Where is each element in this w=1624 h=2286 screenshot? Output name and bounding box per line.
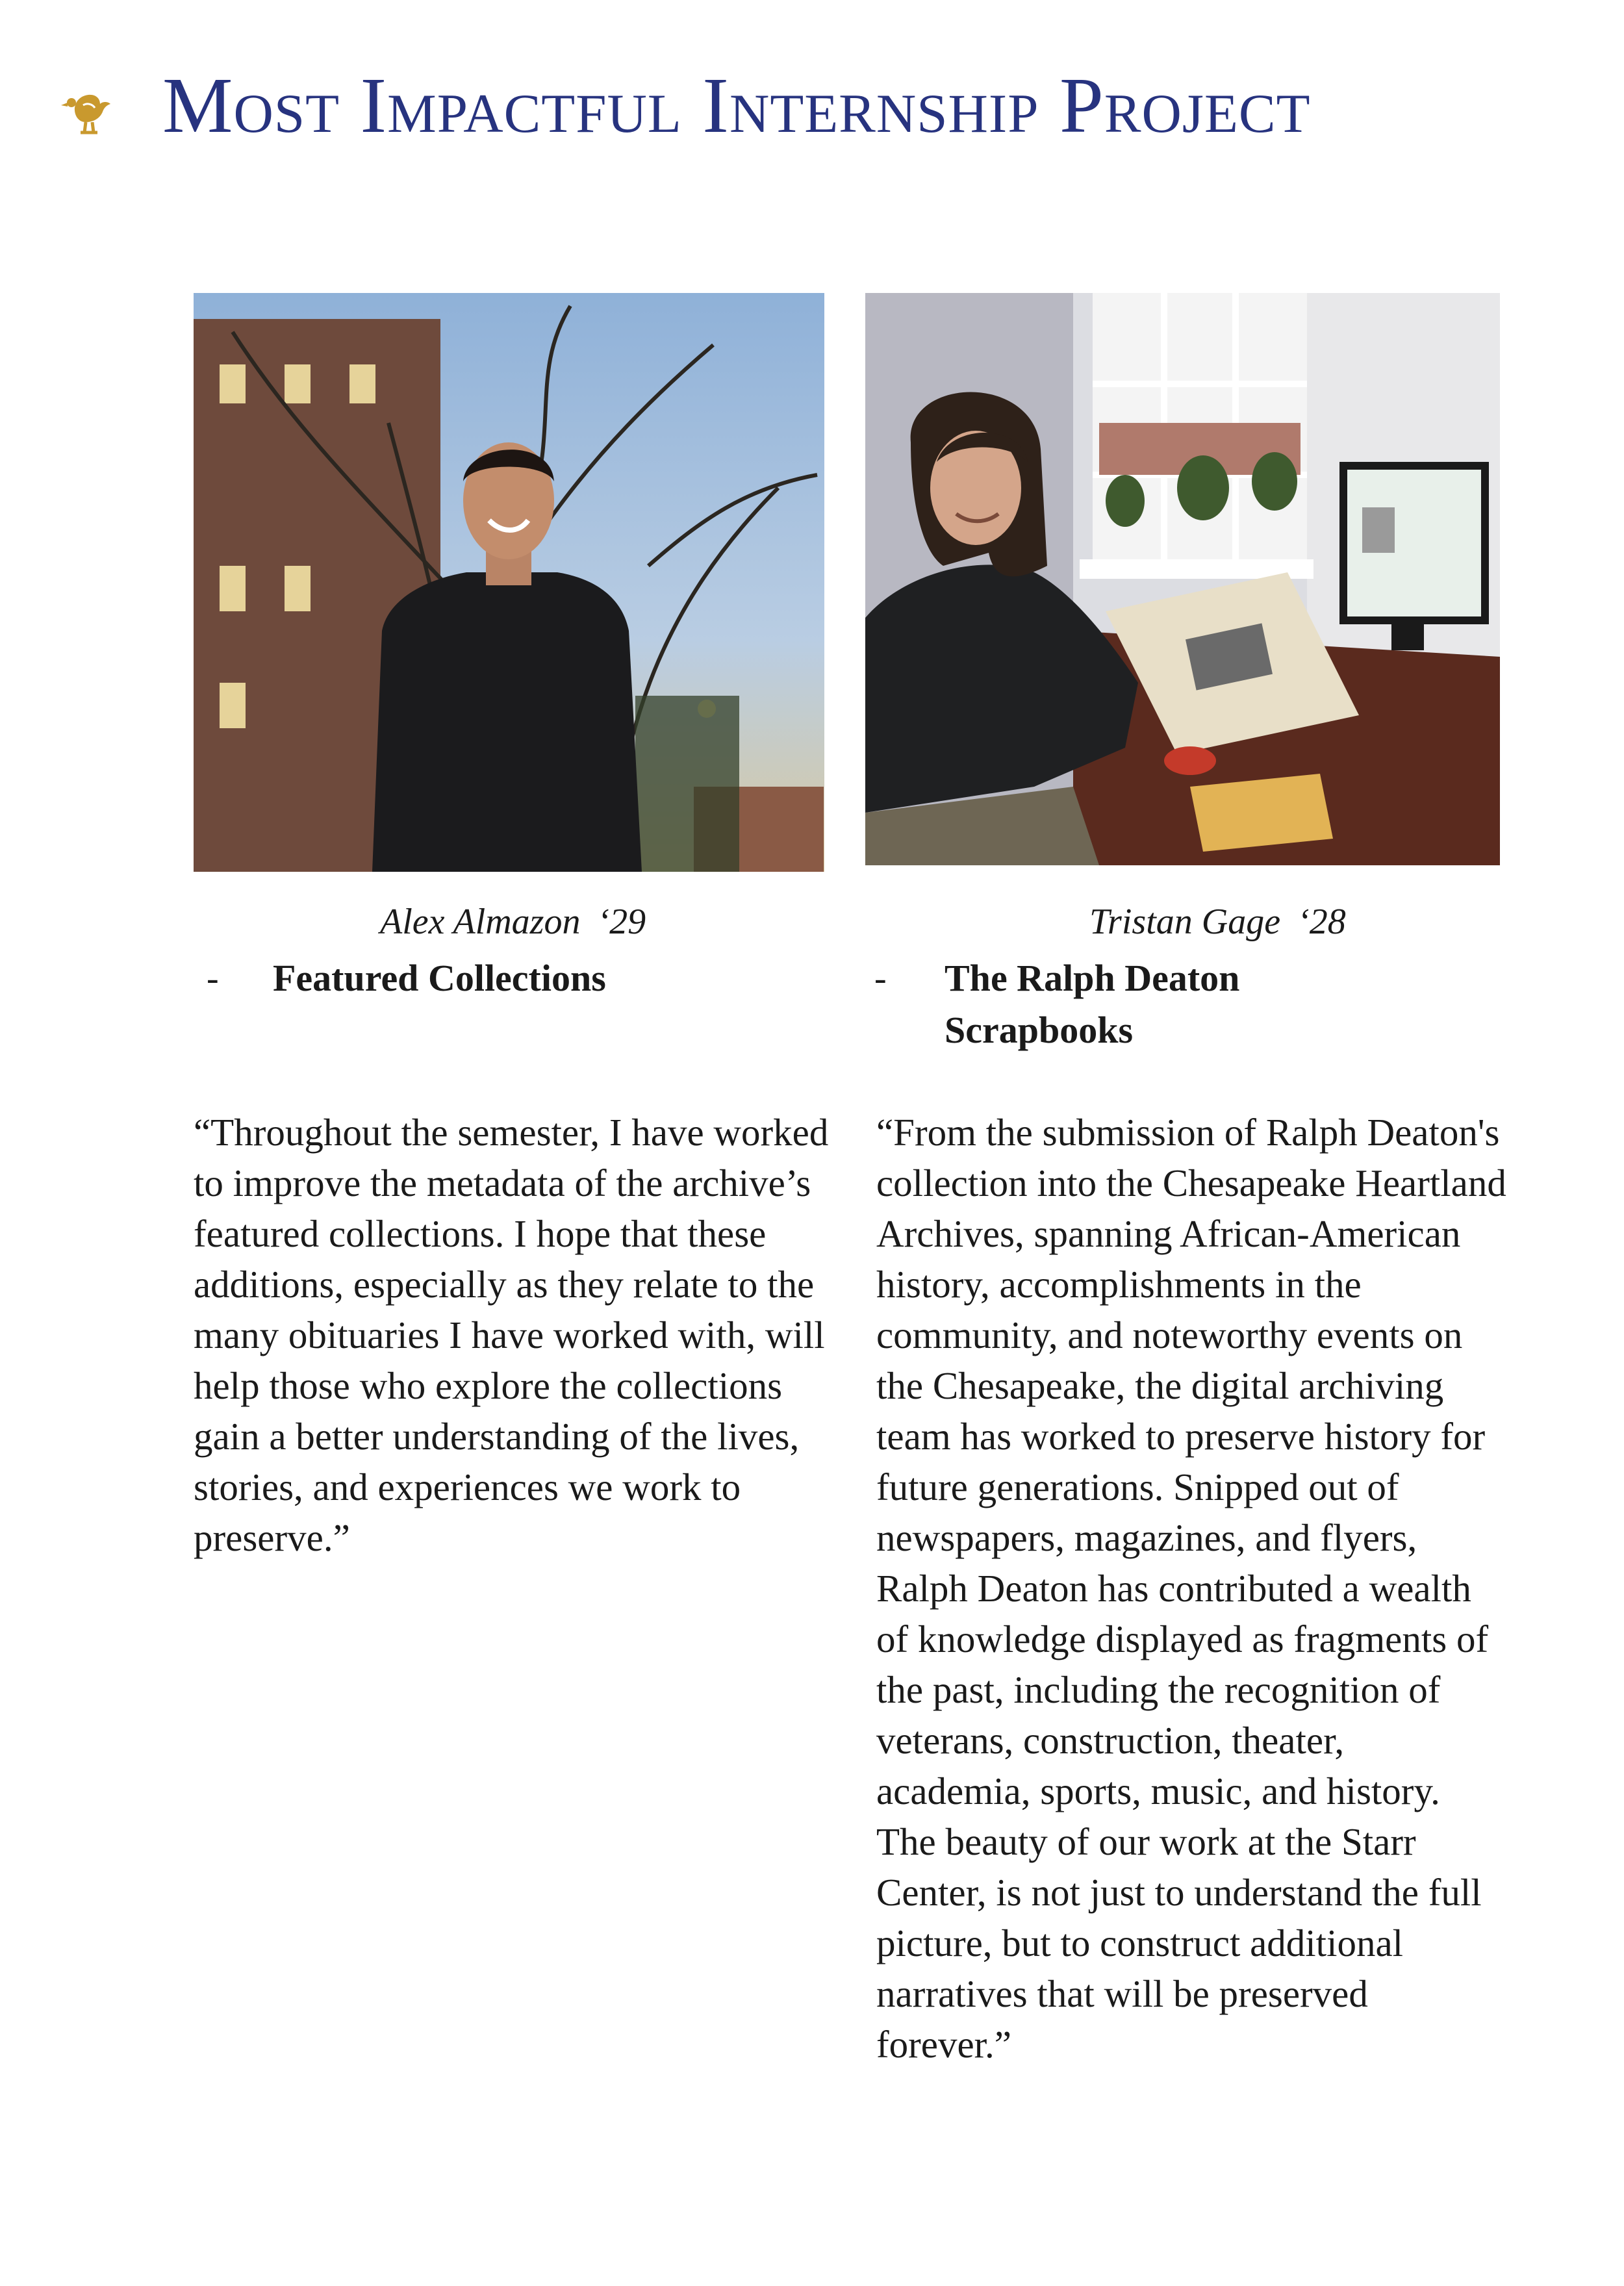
project-title: The Ralph Deaton Scrapbooks (945, 957, 1240, 1051)
intern-name-caption (1089, 899, 1346, 945)
page-header (0, 0, 1624, 214)
sankofa-bird-icon (57, 77, 122, 142)
page-title: Most Impactful Internship Project (162, 62, 1311, 149)
intern-photo-alex (194, 293, 824, 872)
intern-name: Tristan Gage (1089, 902, 1281, 942)
class-year: ‘28 (1297, 902, 1346, 942)
intern-quote: “Throughout the semester, I have worked to improve the metadata of the archive’s featured collections. I hope that these additions, especially as they relate to the many obituaries I have worked with, will help those who explore the collections gain a better understanding of the lives, stories, and experiences we work to preserve.” (194, 1111, 829, 1559)
list-dash: - (207, 958, 219, 998)
intern-name: Alex Almazon (380, 902, 581, 942)
intern-quote: “From the submission of Ralph Deaton's collection into the Chesapeake Heartland Archives, spanning African-American history, accomplishments in the community, and noteworthy events on the Chesapeake, the digital archiving team has worked to preserve history for future generations. Snipped out of newspapers, magazines, and flyers, Ralph Deaton has contributed a wealth of knowledge displayed as fragments of the past, including the recognition of veterans, construction, theater, academia, sports, music, and history. The beauty of our work at the Starr Center, is not just to understand the full picture, but to construct additional narratives that will be preserved forever.” (876, 1111, 1506, 2066)
intern-photo-tristan (865, 293, 1500, 865)
class-year: ‘29 (597, 902, 646, 942)
intern-name-caption (380, 899, 646, 945)
project-title: Featured Collections (273, 957, 606, 999)
list-dash: - (874, 958, 887, 998)
